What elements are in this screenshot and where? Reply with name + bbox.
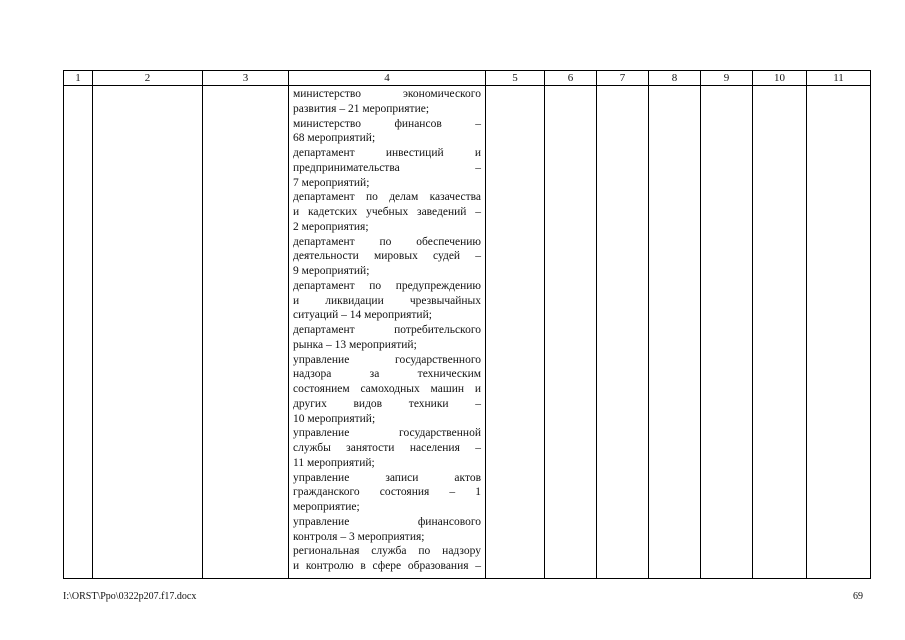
cell-col-8 — [649, 86, 701, 579]
text-line: региональная служба по надзору — [293, 545, 481, 558]
cell-col-10 — [753, 86, 807, 579]
cell-col-9 — [701, 86, 753, 579]
text-line: 9 мероприятий; — [293, 265, 370, 277]
cell-col-4-text — [289, 86, 486, 579]
data-table — [63, 70, 871, 579]
text-line: ситуаций – 14 мероприятий; — [293, 309, 432, 322]
text-line: и контролю в сфере образования – — [293, 560, 481, 572]
text-line: рынка – 13 мероприятий; — [293, 338, 417, 351]
text-line: департамент инвестиций и — [293, 147, 481, 159]
organization-list — [293, 87, 481, 574]
column-header-1: 1 — [64, 71, 93, 86]
cell-col-7 — [597, 86, 649, 579]
column-header-4: 4 — [289, 71, 486, 86]
text-line: департамент по предупреждению — [293, 279, 481, 292]
text-line: 10 мероприятий; — [293, 412, 376, 425]
table-row — [64, 86, 871, 579]
text-line: других видов техники – — [293, 397, 481, 410]
text-line: и ликвидации чрезвычайных — [293, 294, 481, 307]
text-line: и кадетских учебных заведений – — [293, 206, 481, 218]
text-line: управление записи актов — [293, 471, 481, 484]
page-number: 69 — [853, 591, 863, 602]
cell-col-11 — [807, 86, 871, 579]
cell-col-2 — [93, 86, 203, 579]
cell-col-5 — [486, 86, 545, 579]
text-line: 68 мероприятий; — [293, 132, 376, 145]
text-line: департамент потребительского — [293, 324, 481, 336]
text-line: управление государственной — [293, 427, 481, 440]
header-row — [64, 71, 871, 86]
column-header-7: 7 — [597, 71, 649, 86]
text-line: департамент по делам казачества — [293, 191, 481, 204]
text-line: министерство экономического — [293, 88, 481, 100]
text-line: службы занятости населения – — [293, 442, 481, 454]
text-line: управление финансового — [293, 515, 481, 528]
column-header-9: 9 — [701, 71, 753, 86]
column-header-5: 5 — [486, 71, 545, 86]
column-header-2: 2 — [93, 71, 203, 86]
text-line: 7 мероприятий; — [293, 176, 370, 189]
column-header-10: 10 — [753, 71, 807, 86]
text-line: надзора за техническим — [293, 368, 481, 381]
text-line: управление государственного — [293, 353, 481, 366]
text-line: предпринимательства – — [293, 161, 481, 174]
text-line: состоянием самоходных машин и — [293, 383, 481, 395]
cell-col-1 — [64, 86, 93, 579]
text-line: контроля – 3 мероприятия; — [293, 530, 425, 543]
column-header-11: 11 — [807, 71, 871, 86]
cell-col-3 — [203, 86, 289, 579]
text-line: 11 мероприятий; — [293, 456, 375, 469]
column-header-8: 8 — [649, 71, 701, 86]
text-line: 2 мероприятия; — [293, 220, 369, 233]
cell-col-6 — [545, 86, 597, 579]
text-line: деятельности мировых судей – — [293, 250, 481, 263]
text-line: развития – 21 мероприятие; — [293, 102, 430, 115]
text-line: мероприятие; — [293, 501, 360, 513]
column-header-3: 3 — [203, 71, 289, 86]
text-line: гражданского состояния – 1 — [293, 486, 481, 499]
text-line: министерство финансов – — [293, 117, 481, 130]
column-header-6: 6 — [545, 71, 597, 86]
file-path-footer: I:\ORST\Ppo\0322p207.f17.docx — [63, 591, 197, 602]
text-line: департамент по обеспечению — [293, 235, 481, 248]
